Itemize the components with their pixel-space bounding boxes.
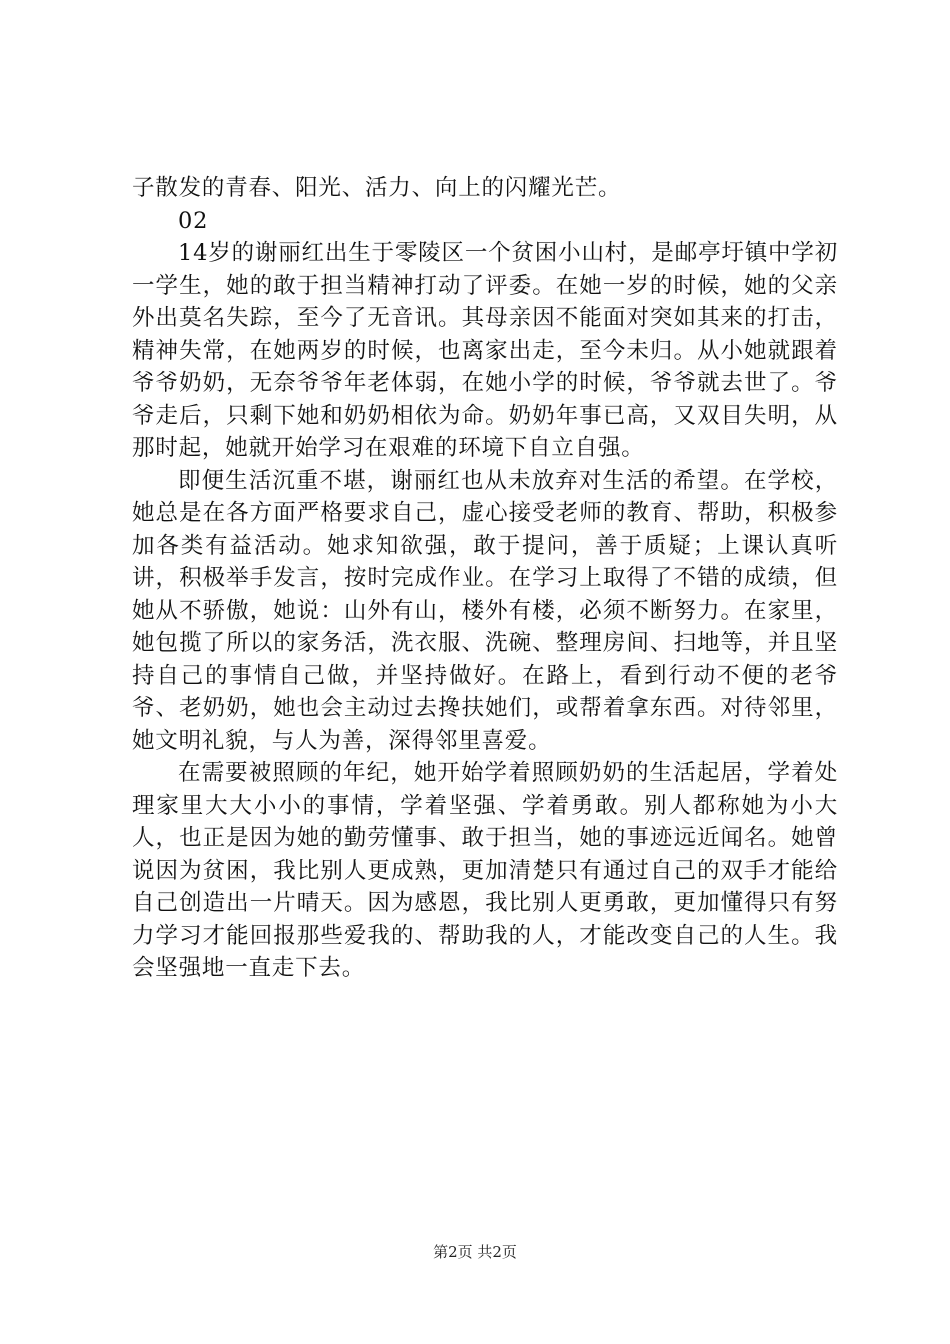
paragraph-background: 14岁的谢丽红出生于零陵区一个贫困小山村，是邮亭圩镇中学初一学生，她的敢于担当精神打动了评委。在她一岁的时候，她的父亲外出莫名失踪，至今了无音讯。其母亲因不能面对突如其来的打击，精神失常，在她两岁的时候，也离家出走，至今未归。从小她就跟着爷爷奶奶，无奈爷爷年老体弱，在她小学的时候，爷爷就去世了。爷爷走后，只剩下她和奶奶相依为命。奶奶年事已高，又双目失明，从那时起，她就开始学习在艰难的环境下自立自强。 xyxy=(132,240,838,461)
section-number: 02 xyxy=(178,207,209,234)
paragraph-school-life: 即便生活沉重不堪，谢丽红也从未放弃对生活的希望。在学校，她总是在各方面严格要求自己，虚心接受老师的教育、帮助，积极参加各类有益活动。她求知欲强，敢于提问，善于质疑；上课认真听讲，积极举手发言，按时完成作业。在学习上取得了不错的成绩，但她从不骄傲，她说：山外有山，楼外有楼，必须不断努力。在家里，她包揽了所以的家务活，洗衣服、洗碗、整理房间、扫地等，并且坚持自己的事情自己做，并坚持做好。在路上，看到行动不便的老爷爷、老奶奶，她也会主动过去搀扶她们，或帮着拿东西。对待邻里，她文明礼貌，与人为善，深得邻里喜爱。 xyxy=(132,467,838,754)
paragraph-continuation: 子散发的青春、阳光、活力、向上的闪耀光芒。 xyxy=(132,175,622,201)
page-footer: 第2页 共2页 xyxy=(433,1243,517,1261)
document-body xyxy=(132,172,838,985)
paragraph-growing-up: 在需要被照顾的年纪，她开始学着照顾奶奶的生活起居，学着处理家里大大小小的事情，学着坚强、学着勇敢。别人都称她为小大人，也正是因为她的勤劳懂事、敢于担当，她的事迹远近闻名。她曾说因为贫困，我比别人更成熟，更加清楚只有通过自己的双手才能给自己创造出一片晴天。因为感恩，我比别人更勇敢，更加懂得只有努力学习才能回报那些爱我的、帮助我的人，才能改变自己的人生。我会坚强地一直走下去。 xyxy=(132,760,838,981)
